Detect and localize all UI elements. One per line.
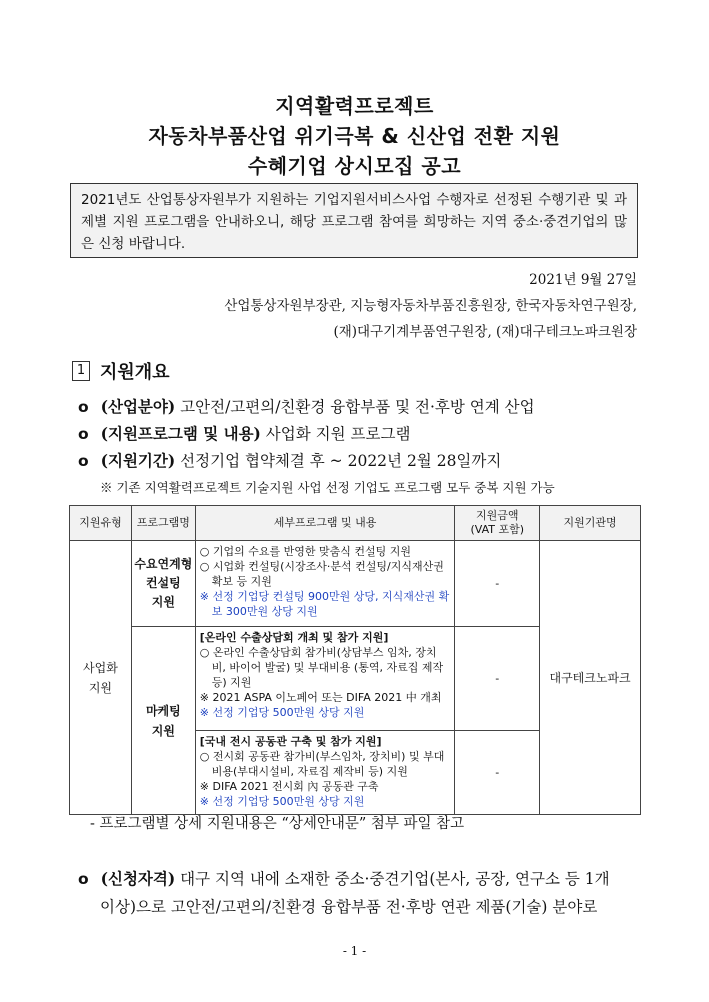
issuers-line-2: (재)대구기계부품연구원장, (재)대구테크노파크원장 [333, 324, 637, 340]
detail-support-amount: ※ 선정 기업당 500만원 상당 지원 [199, 706, 365, 719]
program-detail-cell [195, 541, 455, 627]
bullet-marker: o [78, 425, 89, 443]
table-header: 세부프로그램 및 내용 [195, 506, 455, 541]
bullet-industry [78, 395, 535, 417]
agency-cell: 대구테크노파크 [540, 541, 641, 815]
amount-cell: - [455, 541, 540, 627]
detail-heading: [국내 전시 공동관 구축 및 참가 지원] [199, 735, 382, 748]
eligibility-line-1 [78, 867, 610, 889]
bullet-label: (지원프로그램 및 내용) [100, 424, 261, 443]
amount-cell: - [455, 627, 540, 731]
intro-box: 2021년도 산업통상자원부가 지원하는 기업지원서비스사업 수행자로 선정된 수행기관 및 과제별 지원 프로그램을 안내하오니, 해당 프로그램 참여를 희망하는 지역 중소·중견기업의 많은 신청 바랍니다. [70, 183, 638, 258]
notice-date: 2021년 9월 27일 [529, 272, 637, 288]
title-line-2: 자동차부품산업 위기극복 & 신산업 전환 지원 [148, 124, 561, 148]
detail-item: ※ DIFA 2021 전시회 內 공동관 구축 [199, 780, 379, 793]
detail-heading: [온라인 수출상담회 개최 및 참가 지원] [199, 631, 389, 644]
detail-item: ○ 온라인 수출상담회 참가비(상담부스 임차, 장치비, 바이어 발굴) 및 부대비용 (통역, 자료집 제작 등) 지원 [199, 646, 444, 689]
bullet-text: 고안전/고편의/친환경 융합부품 및 전·후방 연계 산업 [175, 398, 535, 416]
program-name-cell: 수요연계형 컨설팅 지원 [131, 541, 195, 627]
bullet-label: (지원기간) [100, 451, 176, 470]
eligibility-label: (신청자격) [100, 869, 176, 888]
issuers-line-1: 산업통상자원부장관, 지능형자동차부품진흥원장, 한국자동차연구원장, [224, 298, 637, 314]
detail-item: ○ 전시회 공동관 참가비(부스임차, 장치비) 및 부대비용(부대시설비, 자료집 제작비 등) 지원 [199, 750, 445, 778]
bullet-label: (산업분야) [100, 397, 176, 416]
title-line-1: 지역활력프로젝트 [275, 94, 434, 118]
table-header-row [70, 506, 641, 541]
bullet-marker: o [78, 452, 89, 470]
bullet-marker: o [78, 870, 89, 888]
section-title: 지원개요 [100, 362, 170, 383]
table-header: 프로그램명 [131, 506, 195, 541]
table-header: 지원기관명 [540, 506, 641, 541]
table-row [70, 541, 641, 627]
table-header: 지원금액 (VAT 포함) [455, 506, 540, 541]
title-line-3: 수혜기업 상시모집 공고 [247, 154, 462, 178]
bullet-program [78, 422, 410, 444]
bullet-period [78, 449, 501, 471]
bullet-marker: o [78, 398, 89, 416]
section-number: 1 [72, 361, 90, 381]
program-name-cell: 마케팅 지원 [131, 627, 195, 815]
support-table [69, 505, 641, 815]
section-heading [72, 358, 170, 384]
amount-cell: - [455, 731, 540, 815]
bullet-text: 선정기업 협약체결 후 ~ 2022년 2월 28일까지 [175, 452, 502, 470]
duplicate-note: ※ 기존 지역활력프로젝트 기술지원 사업 선정 기업도 프로그램 모두 중복 지원 가능 [100, 480, 555, 495]
detail-support-amount: ※ 선정 기업당 컨설팅 900만원 상당, 지식재산권 확보 300만원 상당 지원 [199, 590, 450, 618]
detail-item: ○ 시업화 컨설팅(시장조사·분석 컨설팅/지식재산권 확보 등 지원 [199, 560, 444, 588]
program-detail-cell [195, 731, 455, 815]
table-header: 지원유형 [70, 506, 132, 541]
eligibility-text: 대구 지역 내에 소재한 중소·중견기업(본사, 공장, 연구소 등 1개 [175, 870, 610, 888]
eligibility-line-2: 이상)으로 고안전/고편의/친환경 융합부품 전·후방 연관 제품(기술) 분야로 [100, 898, 598, 916]
program-detail-cell [195, 627, 455, 731]
bullet-text: 사업화 지원 프로그램 [260, 425, 411, 443]
detail-item: ※ 2021 ASPA 이노페어 또는 DIFA 2021 中 개최 [199, 691, 442, 704]
support-type-cell: 사업화 지원 [70, 541, 132, 815]
reference-note: - 프로그램별 상세 지원내용은 “상세안내문” 첨부 파일 참고 [90, 816, 465, 832]
detail-support-amount: ※ 선정 기업당 500만원 상당 지원 [199, 795, 365, 808]
detail-item: ○ 기업의 수요를 반영한 맞춤식 컨설팅 지원 [199, 545, 411, 558]
page-number: - 1 - [342, 944, 367, 958]
